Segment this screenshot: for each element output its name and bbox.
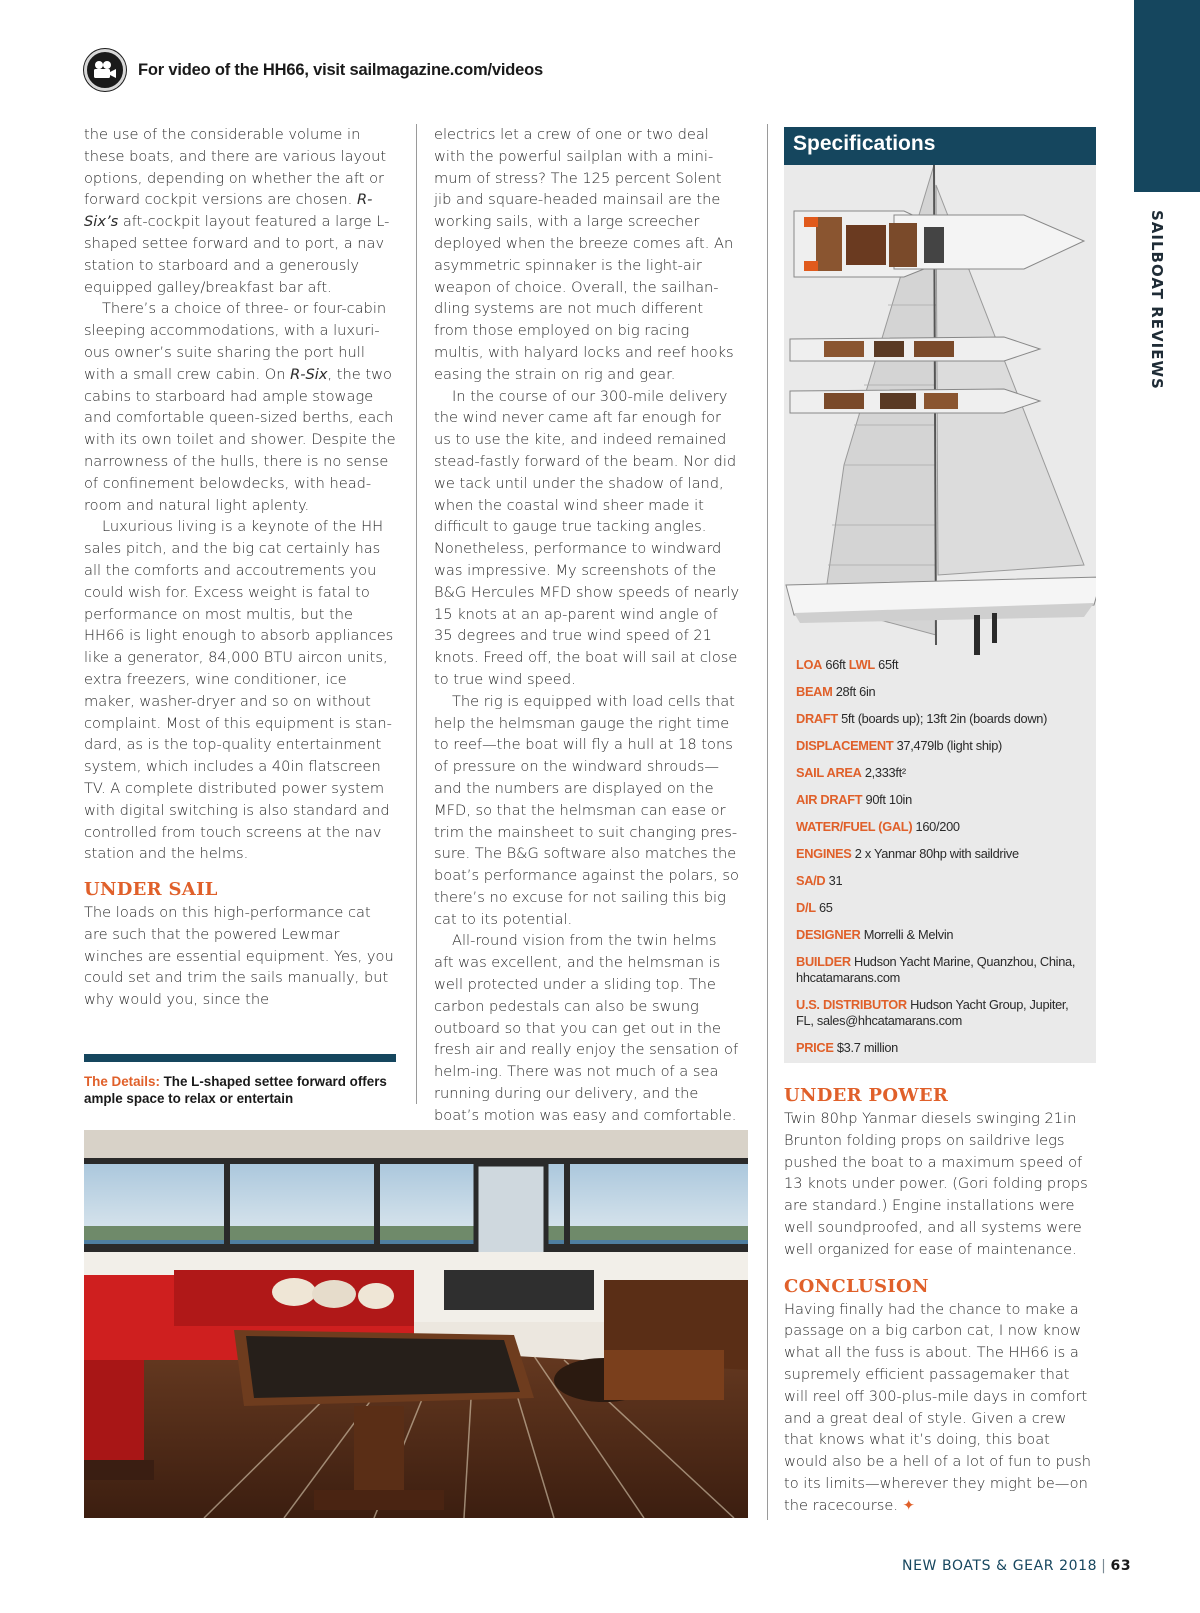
col3-paragraph-1: Twin 80hp Yanmar diesels swinging 21in Brunton folding props on saildrive legs pushed the boat to a maximum speed of 13 knots under power. (Gori folding props are standard.) Engine installations were well soundproofed, and all systems were well organized for ease of maintenance.	[784, 1110, 1088, 1258]
spec-row	[796, 738, 1088, 754]
spec-value: 5ft (boards up); 13ft 2in (boards down)	[837, 711, 1048, 726]
spec-value: 66ft	[822, 657, 849, 672]
specifications-box	[784, 127, 1096, 1063]
photo-caption: The Details: The L-shaped settee forward offers ample space to relax or entertain	[84, 1074, 387, 1106]
col2-paragraph-4: All-round vision from the twin helms aft was excellent, and the helmsman is well protected under a sliding top. The carbon pedestals can also be swung outboard so that you can get out in the fresh air and really enjoy the sensation of helm-ing. There was not much of a sea running during our delivery, and the boat’s motion was easy and comfortable.	[434, 932, 739, 1124]
spec-row	[796, 927, 1088, 943]
spec-value: 2,333ft²	[861, 765, 906, 780]
spec-row	[796, 711, 1088, 727]
end-mark-icon: ✦	[902, 1496, 915, 1514]
spec-value: 2 x Yanmar 80hp with saildrive	[851, 846, 1019, 861]
spec-value: 90ft 10in	[862, 792, 912, 807]
video-camera-icon	[84, 49, 126, 91]
spec-value: Morrelli & Melvin	[860, 927, 954, 942]
col1-paragraph-4: The loads on this high-performance cat are such that the powered Lewmar winches are essential equipment. Yes, you could set and trim the sails manually, but why would you, since the	[84, 904, 394, 1009]
spec-value: 31	[825, 873, 843, 888]
spec-key: U.S. DISTRIBUTOR	[796, 997, 907, 1012]
col2-paragraph-3: The rig is equipped with load cells that help the helmsman gauge the right time to reef—the boat will fly a hull at 18 tons of pressure on the windward shrouds—and the numbers are displayed on the MFD, so that the helmsman can ease or trim the mainsheet to suit changing pres-sure. The B&G software also matches the boat’s performance against the polars, so there’s no excuse for not sailing this big cat to its potential.	[434, 692, 739, 928]
page-footer	[902, 1558, 1131, 1574]
spec-row	[796, 900, 1088, 916]
spec-value: Hudson Yacht Marine, Quanzhou, China, hhcatamarans.com	[796, 954, 1076, 985]
col3-paragraph-2: Having finally had the chance to make a passage on a big carbon cat, I now know what all the fuss is about. The HH66 is a supremely efficient passagemaker that will reel off 300-plus-mile days in comfort and a great deal of style. Given a crew that knows what it’s doing, this boat would also be a hell of a lot of fun to push to its limits—wherever they might be—on the racecourse. ✦	[784, 1300, 1091, 1514]
subhead-under-power: UNDER POWER	[784, 1085, 949, 1106]
spec-key: AIR DRAFT	[796, 792, 863, 807]
col1-paragraph-2: There’s a choice of three- or four-cabin sleeping accommodations, with a luxuri-ous owner’s suite sharing the port hull with a small crew cabin. On R-Six, the two cabins to starboard had ample stowage and comfortable queen-sized berths, each with its own toilet and shower. Despite the narrowness of the hulls, there is no sense of confinement belowdecks, with head-room and natural light aplenty.	[84, 300, 396, 514]
spec-key: BUILDER	[796, 954, 851, 969]
spec-key: PRICE	[796, 1040, 834, 1055]
col2-paragraph-2: In the course of our 300-mile delivery the wind never came aft far enough for us to use the kite, and indeed remained stead-fastly forward of the beam. Nor did we tack until under the shadow of land, when the coastal wind sheer made it difficult to gauge true tacking angles. Nonetheless, performance to windward was impressive. My screenshots of the B&G Hercules MFD show speeds of nearly 15 knots at an ap-parent wind angle of 35 degrees and true wind speed of 21 knots. Freed off, the boat will sail at close to true wind speed.	[434, 387, 740, 688]
spec-row	[796, 1040, 1088, 1056]
spec-key: WATER/FUEL (GAL)	[796, 819, 913, 834]
column-1	[84, 124, 396, 1011]
column-rule-1	[416, 124, 417, 1104]
caption-bar	[84, 1054, 396, 1062]
spec-key: LWL	[848, 657, 875, 672]
spec-value: 65	[815, 900, 833, 915]
spec-row	[796, 657, 1088, 673]
spec-value: 37,479lb (light ship)	[893, 738, 1003, 753]
column-rule-2	[767, 124, 768, 1520]
spec-row	[796, 954, 1088, 986]
col1-paragraph-1: the use of the considerable volume in these boats, and there are various layout options, depending on whether the aft or forward cockpit versions are chosen. R-Six’s aft-cockpit layout featured a large L-shaped settee forward and to port, a nav station to starboard and a generously equipped galley/breakfast bar aft.	[84, 126, 390, 296]
subhead-under-sail: UNDER SAIL	[84, 879, 218, 901]
page-number: 63	[1110, 1558, 1132, 1574]
section-label	[1140, 210, 1180, 410]
spec-row	[796, 765, 1088, 781]
spec-row	[796, 846, 1088, 862]
spec-key: DRAFT	[796, 711, 838, 726]
spec-key: ENGINES	[796, 846, 852, 861]
spec-row	[796, 873, 1088, 889]
spec-row	[796, 819, 1088, 835]
spec-row	[796, 684, 1088, 700]
footer-publication: NEW BOATS & GEAR 2018	[902, 1558, 1098, 1574]
col1-paragraph-3: Luxurious living is a keynote of the HH sales pitch, and the big cat certainly has all the comforts and accoutrements you could wish for. Excess weight is fatal to performance on most multis, but the HH66 is light enough to absorb appliances like a generator, 84,000 BTU aircon units, extra freezers, wine conditioner, ice maker, washer-dryer and so on without complaint. Most of this equipment is stan-dard, as is the top-quality entertainment system, which includes a 40in flatscreen TV. A complete distributed power system with digital switching is also standard and controlled from touch screens at the nav station and the helms.	[84, 518, 394, 863]
spec-row	[796, 997, 1088, 1029]
specifications-list	[796, 657, 1088, 1067]
col2-paragraph-1: electrics let a crew of one or two deal with the powerful sailplan with a mini-mum of stress? The 125 percent Solent jib and square-headed mainsail are the working sails, with a large screecher deployed when the breeze comes aft. An asymmetric spinnaker is the light-air weapon of choice. Overall, the sailhan-dling systems are not much different from those employed on big racing multis, with halyard locks and reef hooks easing the strain on rig and gear.	[434, 126, 734, 383]
column-3	[784, 1084, 1094, 1517]
spec-value: $3.7 million	[833, 1040, 898, 1055]
column-2	[434, 124, 740, 1127]
specifications-title: Specifications	[784, 127, 1096, 165]
spec-key: DISPLACEMENT	[796, 738, 894, 753]
spec-row	[796, 792, 1088, 808]
saloon-photo	[84, 1130, 748, 1518]
video-bar[interactable]	[84, 48, 543, 92]
footer-separator: |	[1101, 1558, 1107, 1574]
spec-key: BEAM	[796, 684, 833, 699]
section-label-text: SAILBOAT REVIEWS	[1148, 210, 1166, 390]
spec-value: 65ft	[874, 657, 899, 672]
spec-key: SAIL AREA	[796, 765, 862, 780]
spec-value: 28ft 6in	[832, 684, 876, 699]
video-link-text[interactable]: For video of the HH66, visit sailmagazine.com/videos	[138, 60, 543, 79]
spec-value: Hudson Yacht Group, Jupiter, FL, sales@hhcatamarans.com	[796, 997, 1069, 1028]
spec-key: D/L	[796, 900, 816, 915]
subhead-conclusion: CONCLUSION	[784, 1275, 929, 1297]
spec-value: 160/200	[912, 819, 960, 834]
spec-key: LOA	[796, 657, 823, 672]
section-tab	[1134, 0, 1200, 192]
spec-key: SA/D	[796, 873, 826, 888]
spec-key: DESIGNER	[796, 927, 861, 942]
